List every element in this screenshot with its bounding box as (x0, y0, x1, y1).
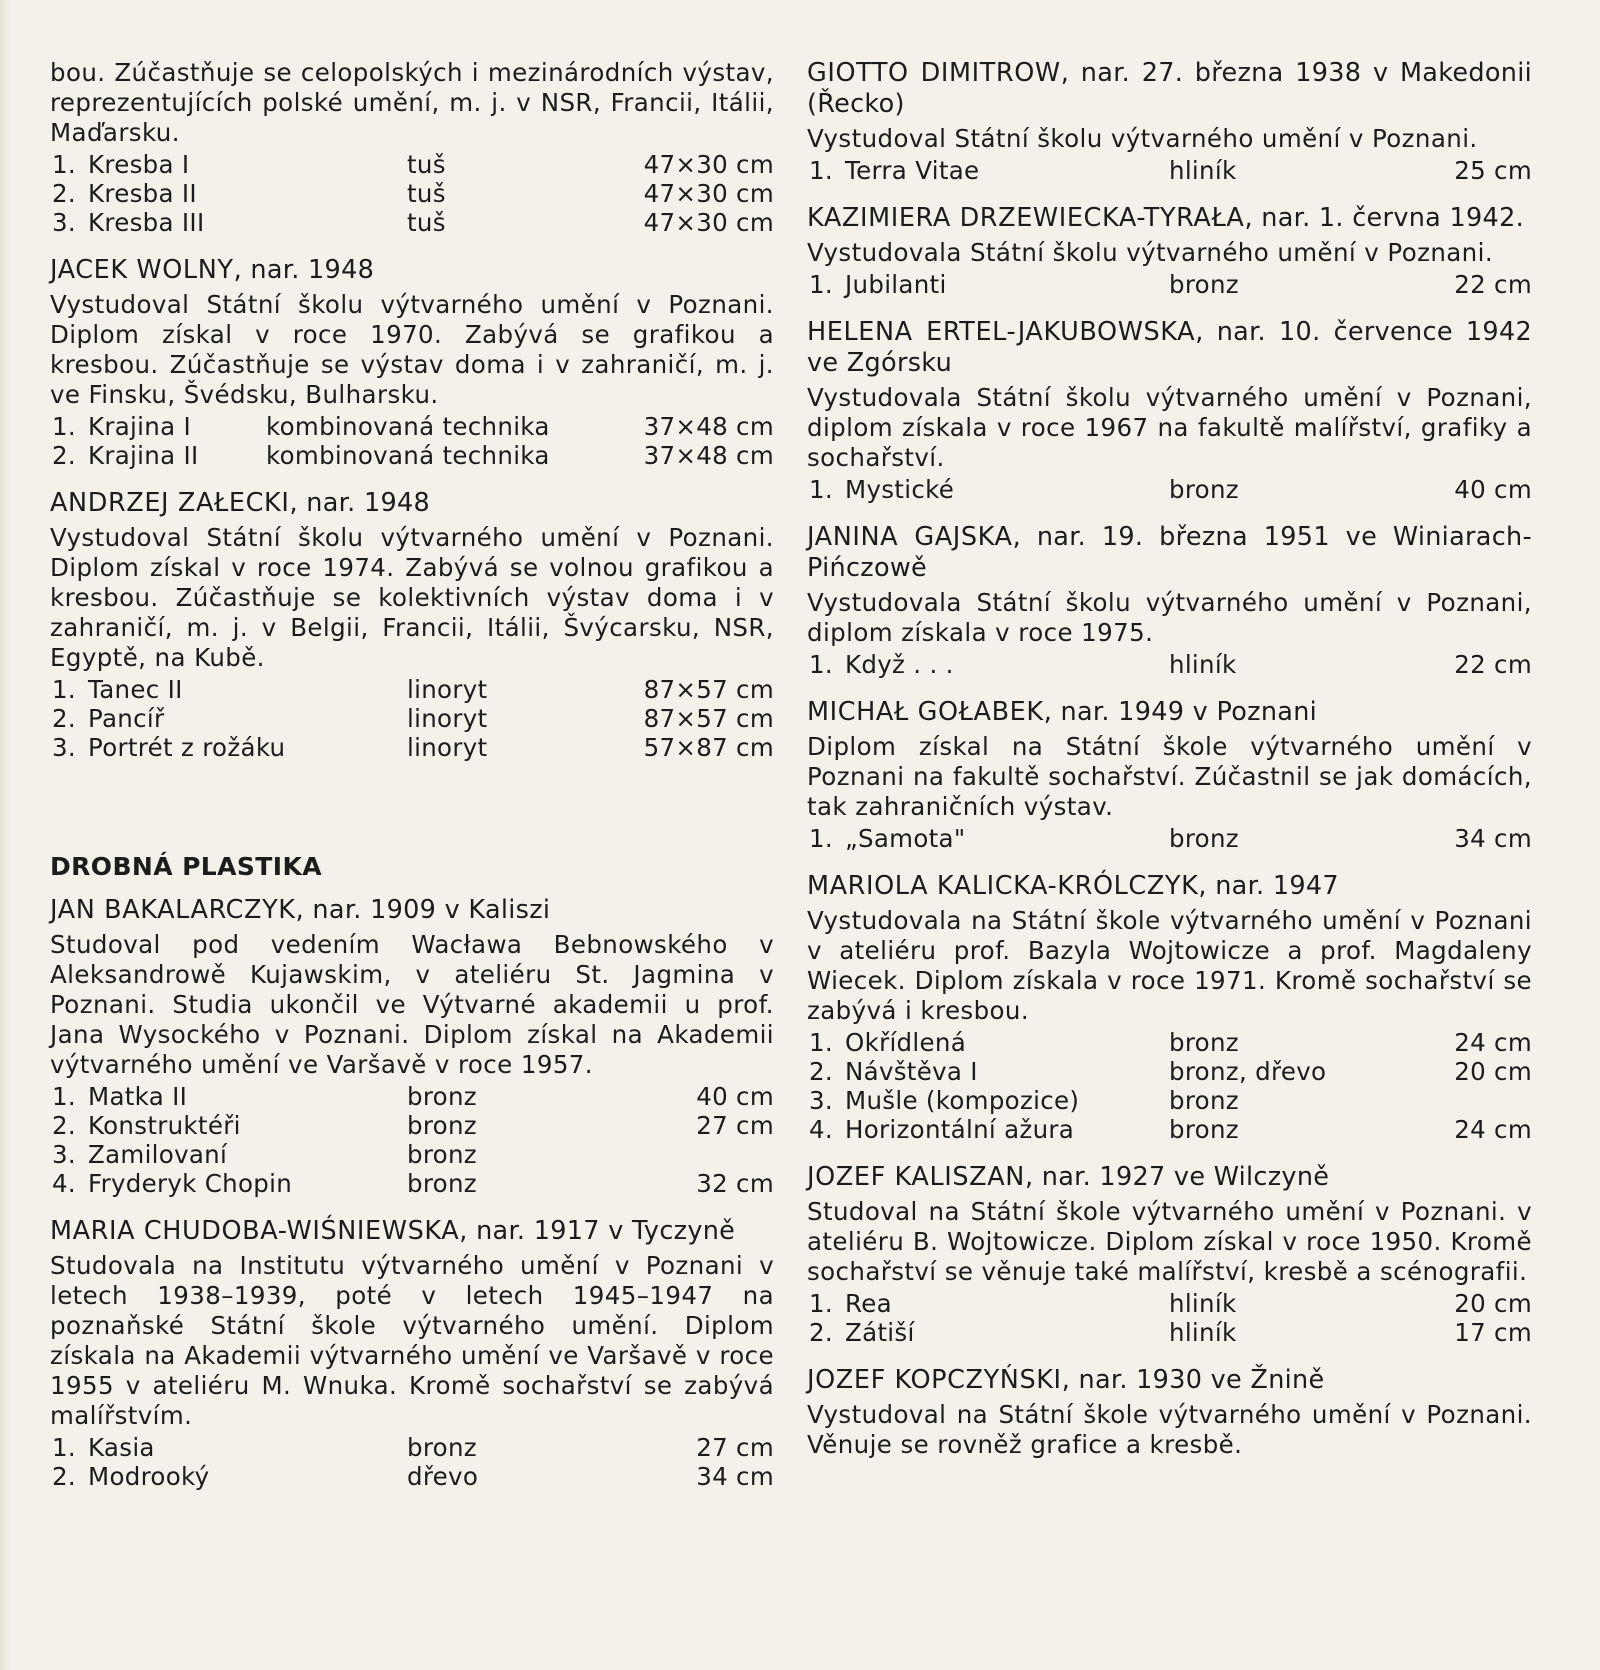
artist-details: , nar. 1948 (289, 488, 431, 518)
work-size: 87×57 cm (643, 675, 774, 704)
work-number: 3. (52, 208, 76, 237)
work-size: 22 cm (1454, 270, 1532, 299)
artist-details: , nar. 1930 ve Žnině (1061, 1365, 1325, 1395)
work-material: bronz, dřevo (1169, 1057, 1327, 1086)
work-size: 32 cm (696, 1169, 774, 1198)
work-title: Modrooký (88, 1462, 210, 1491)
work-title: Zamilovaní (88, 1140, 228, 1169)
artist-name: JANINA GAJSKA (807, 522, 1013, 552)
artist-header (50, 488, 774, 519)
work-number: 1. (52, 675, 76, 704)
work-item (50, 441, 774, 470)
work-number: 1. (52, 412, 76, 441)
entry-bakalarczyk (50, 895, 774, 1198)
work-material: tuš (407, 150, 446, 179)
work-material: bronz (407, 1082, 477, 1111)
artist-details: , nar. 1. června 1942. (1244, 203, 1525, 233)
artist-bio: Studoval pod vedením Wacława Bebnowského v Aleksandrowě Kujawskim, v ateliéru St. Jagmina v Poznani. Studia ukončil ve Výtvarné akademii u prof. Jana Wysockého v Poznani. Diplom získal na Akademii výtvarného umění ve Varšavě v roce 1957. (50, 930, 774, 1079)
work-item (807, 1318, 1532, 1347)
artist-bio: Vystudoval na Státní škole výtvarného umění v Poznani. Věnuje se rovněž grafice a kresbě. (807, 1400, 1532, 1459)
work-material: bronz (407, 1111, 477, 1140)
work-title: Mušle (kompozice) (845, 1086, 1080, 1115)
left-column (50, 58, 774, 1509)
work-item (807, 1028, 1532, 1057)
work-number: 1. (809, 1028, 833, 1057)
work-size: 47×30 cm (643, 150, 774, 179)
work-number: 1. (52, 1082, 76, 1111)
work-item (50, 208, 774, 237)
artist-name: JAN BAKALARCZYK (50, 895, 296, 925)
artist-header (807, 1365, 1532, 1396)
work-material: bronz (407, 1169, 477, 1198)
artist-name: MICHAŁ GOŁABEK (807, 697, 1044, 727)
artist-works (807, 1028, 1532, 1144)
artist-works (807, 475, 1532, 504)
work-material: kombinovaná technika (266, 412, 550, 441)
work-item (50, 1433, 774, 1462)
work-title: Když . . . (845, 650, 954, 679)
work-title: Kresba III (88, 208, 205, 237)
work-item (50, 412, 774, 441)
work-item (50, 704, 774, 733)
work-size: 34 cm (1454, 824, 1532, 853)
work-material: bronz (1169, 1086, 1239, 1115)
work-title: Návštěva I (845, 1057, 978, 1086)
work-title: Okřídlená (845, 1028, 967, 1057)
work-number: 1. (809, 156, 833, 185)
work-size: 40 cm (696, 1082, 774, 1111)
work-material: linoryt (407, 733, 488, 762)
work-number: 4. (809, 1115, 833, 1144)
work-title: Horizontální ažura (845, 1115, 1075, 1144)
work-size: 40 cm (1454, 475, 1532, 504)
work-size: 37×48 cm (643, 441, 774, 470)
artist-details: , nar. 1949 v Poznani (1043, 697, 1318, 727)
work-size: 47×30 cm (643, 208, 774, 237)
work-number: 1. (52, 1433, 76, 1462)
right-column (807, 58, 1532, 1478)
artist-bio: Vystudovala Státní školu výtvarného umění v Poznani, diplom získala v roce 1967 na fakultě malířství, grafiky a sochařství. (807, 383, 1532, 472)
work-material: bronz (407, 1140, 477, 1169)
artist-header (807, 871, 1532, 902)
artist-name: JOZEF KALISZAN (807, 1162, 1025, 1192)
entry-golabek (807, 697, 1532, 853)
work-title: Matka II (88, 1082, 188, 1111)
artist-details: , nar. 1927 ve Wilczyně (1024, 1162, 1330, 1192)
artist-details: , nar. 10. července 1942 ve Zgórsku (807, 317, 1532, 378)
work-number: 2. (52, 1111, 76, 1140)
artist-bio: Diplom získal na Státní škole výtvarného umění v Poznani na fakultě sochařství. Zúčastnil se jak domácích, tak zahraničních výstav. (807, 732, 1532, 821)
artist-details: , nar. 1909 v Kaliszi (295, 895, 551, 925)
entry-wolny (50, 255, 774, 470)
work-title: „Samota" (845, 824, 966, 853)
work-title: Zátiší (845, 1318, 915, 1347)
artist-name: HELENA ERTEL-JAKUBOWSKA (807, 317, 1196, 347)
work-material: tuš (407, 179, 446, 208)
artist-header (807, 58, 1532, 120)
work-size: 47×30 cm (643, 179, 774, 208)
work-size: 20 cm (1454, 1289, 1532, 1318)
work-number: 2. (809, 1318, 833, 1347)
work-title: Portrét z rožáku (88, 733, 286, 762)
work-item (807, 475, 1532, 504)
artist-bio: Vystudoval Státní školu výtvarného umění v Poznani. Diplom získal v roce 1974. Zabývá se volnou grafikou a kresbou. Zúčastňuje se kolektivních výstav doma i v zahraničí, m. j. v Belgii, Francii, Itálii, Švýcarsku, NSR, Egyptě, na Kubě. (50, 523, 774, 672)
work-number: 1. (809, 270, 833, 299)
artist-details: , nar. 1947 (1198, 871, 1339, 901)
work-item (50, 179, 774, 208)
artist-name: JACEK WOLNY (50, 255, 234, 285)
work-number: 2. (52, 1462, 76, 1491)
artist-name: GIOTTO DIMITROW (807, 58, 1061, 88)
entry-chudoba (50, 1216, 774, 1491)
work-number: 3. (52, 1140, 76, 1169)
work-material: hliník (1169, 1318, 1237, 1347)
entry-kopczynski (807, 1365, 1532, 1460)
work-material: kombinovaná technika (266, 441, 550, 470)
work-title: Jubilanti (845, 270, 947, 299)
work-number: 3. (52, 733, 76, 762)
artist-bio: Vystudovala Státní školu výtvarného umění v Poznani, diplom získala v roce 1975. (807, 588, 1532, 647)
work-size: 24 cm (1454, 1028, 1532, 1057)
work-number: 4. (52, 1169, 76, 1198)
artist-works (50, 412, 774, 470)
artist-works (50, 1082, 774, 1198)
artist-name: ANDRZEJ ZAŁECKI (50, 488, 290, 518)
artist-header (807, 522, 1532, 584)
work-size: 34 cm (696, 1462, 774, 1491)
work-title: Kasia (88, 1433, 155, 1462)
artist-works (50, 1433, 774, 1491)
artist-name: JOZEF KOPCZYŃSKI (807, 1365, 1062, 1395)
work-material: linoryt (407, 704, 488, 733)
work-material: dřevo (407, 1462, 479, 1491)
work-item (50, 1169, 774, 1198)
continuation-text: bou. Zúčastňuje se celopolských i mezinárodních výstav, reprezentujících polské umění, m. j. v NSR, Francii, Itálii, Maďarsku. (50, 58, 774, 147)
work-number: 3. (809, 1086, 833, 1115)
artist-bio: Vystudovala Státní školu výtvarného umění v Poznani. (807, 238, 1494, 267)
section-title: DROBNÁ PLASTIKA (50, 852, 322, 881)
artist-header (50, 255, 774, 286)
artist-works (807, 824, 1532, 853)
artist-bio: Vystudovala na Státní škole výtvarného umění v Poznani v ateliéru prof. Bazyla Wojtowicze a prof. Magdaleny Wiecek. Diplom získala v roce 1971. Kromě sochařství se zabývá i kresbou. (807, 906, 1532, 1025)
work-material: tuš (407, 208, 446, 237)
work-title: Mystické (845, 475, 955, 504)
work-title: Fryderyk Chopin (88, 1169, 293, 1198)
artist-header (50, 895, 774, 926)
work-size: 20 cm (1454, 1057, 1532, 1086)
work-material: bronz (1169, 270, 1239, 299)
work-item (807, 824, 1532, 853)
work-item (807, 1057, 1532, 1086)
work-material: bronz (1169, 475, 1239, 504)
artist-works (807, 650, 1532, 679)
work-title: Krajina I (88, 412, 192, 441)
entry-kalicka (807, 871, 1532, 1144)
artist-name: MARIA CHUDOBA-WIŚNIEWSKA (50, 1216, 460, 1246)
artist-bio: Vystudoval Státní školu výtvarného umění v Poznani. (807, 124, 1478, 153)
artist-header (807, 203, 1532, 234)
artist-header (807, 1162, 1532, 1193)
page-binding-edge (0, 0, 10, 1670)
work-number: 2. (52, 441, 76, 470)
work-number: 1. (809, 475, 833, 504)
work-number: 2. (809, 1057, 833, 1086)
work-number: 1. (809, 824, 833, 853)
work-title: Tanec II (88, 675, 183, 704)
work-size: 87×57 cm (643, 704, 774, 733)
entry-kaliszan (807, 1162, 1532, 1347)
work-number: 2. (52, 704, 76, 733)
work-material: hliník (1169, 650, 1237, 679)
artist-works (807, 156, 1532, 185)
work-material: hliník (1169, 1289, 1237, 1318)
continuation-works (50, 150, 774, 237)
work-size: 17 cm (1454, 1318, 1532, 1347)
work-title: Krajina II (88, 441, 199, 470)
work-title: Pancíř (88, 704, 165, 733)
artist-details: , nar. 27. března 1938 v Makedonii (Řecko) (807, 58, 1533, 119)
work-number: 2. (52, 179, 76, 208)
work-item (807, 1289, 1532, 1318)
work-material: bronz (1169, 824, 1239, 853)
entry-gajska (807, 522, 1532, 679)
work-number: 1. (809, 650, 833, 679)
work-material: bronz (1169, 1028, 1239, 1057)
artist-works (807, 1289, 1532, 1347)
work-item (807, 156, 1532, 185)
artist-bio: Studovala na Institutu výtvarného umění v Poznani v letech 1938–1939, poté v letech 1945–1947 na poznaňské Státní škole výtvarného umění. Diplom získala na Akademii výtvarného umění ve Varšavě v roce 1955 v ateliéru M. Wnuka. Kromě sochařství se zabývá malířstvím. (50, 1251, 774, 1430)
entry-continuation (50, 58, 774, 237)
work-title: Rea (845, 1289, 892, 1318)
work-material: bronz (1169, 1115, 1239, 1144)
artist-name: KAZIMIERA DRZEWIECKA-TYRAŁA (807, 203, 1245, 233)
work-size: 24 cm (1454, 1115, 1532, 1144)
work-title: Kresba I (88, 150, 190, 179)
entry-ertel (807, 317, 1532, 504)
work-size: 27 cm (696, 1111, 774, 1140)
work-item (807, 270, 1532, 299)
work-item (807, 1086, 1532, 1115)
work-size: 57×87 cm (643, 733, 774, 762)
artist-details: , nar. 19. března 1951 ve Winiarach-Pińczowě (807, 522, 1532, 583)
artist-works (50, 675, 774, 762)
work-material: linoryt (407, 675, 488, 704)
work-number: 1. (809, 1289, 833, 1318)
work-title: Kresba II (88, 179, 197, 208)
artist-bio: Vystudoval Státní školu výtvarného umění v Poznani. Diplom získal v roce 1970. Zabývá se grafikou a kresbou. Zúčastňuje se výstav doma i v zahraničí, m. j. ve Finsku, Švédsku, Bulharsku. (50, 290, 774, 409)
artist-details: , nar. 1917 v Tyczyně (459, 1216, 736, 1246)
work-item (50, 1111, 774, 1140)
work-size: 27 cm (696, 1433, 774, 1462)
artist-header (50, 1216, 774, 1247)
work-size: 22 cm (1454, 650, 1532, 679)
work-item (50, 733, 774, 762)
work-size: 25 cm (1454, 156, 1532, 185)
work-title: Terra Vitae (845, 156, 980, 185)
work-item (50, 1140, 774, 1169)
artist-works (807, 270, 1532, 299)
work-item (50, 1082, 774, 1111)
work-item (807, 1115, 1532, 1144)
artist-details: , nar. 1948 (233, 255, 375, 285)
entry-dimitrow (807, 58, 1532, 185)
work-material: bronz (407, 1433, 477, 1462)
work-item (807, 650, 1532, 679)
entry-zalecki (50, 488, 774, 762)
work-item (50, 1462, 774, 1491)
work-title: Konstruktéři (88, 1111, 241, 1140)
work-number: 1. (52, 150, 76, 179)
artist-header (807, 317, 1532, 379)
entry-drzewiecka (807, 203, 1532, 299)
artist-bio: Studoval na Státní škole výtvarného umění v Poznani. v ateliéru B. Wojtowicze. Diplom získal v roce 1950. Kromě sochařství se věnuje také malířství, kresbě a scénografii. (807, 1197, 1532, 1286)
work-item (50, 675, 774, 704)
artist-header (807, 697, 1532, 728)
artist-name: MARIOLA KALICKA-KRÓLCZYK (807, 871, 1199, 901)
work-material: hliník (1169, 156, 1237, 185)
work-size: 37×48 cm (643, 412, 774, 441)
work-item (50, 150, 774, 179)
